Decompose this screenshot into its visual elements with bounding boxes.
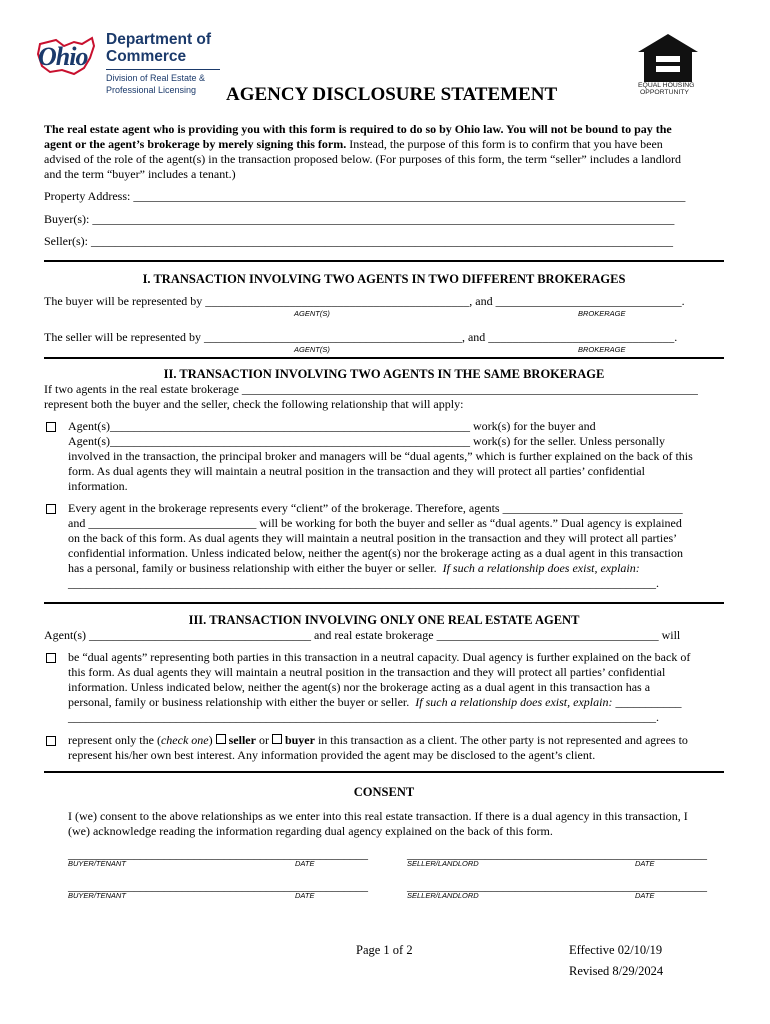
section-divider: [44, 771, 724, 773]
dept-line1: Department of: [106, 31, 212, 48]
division-line1: Division of Real Estate &: [106, 73, 206, 83]
dept-line2: Commerce: [106, 48, 187, 65]
section3-opt1-explain-line[interactable]: __________________________________________________________________________________________________.: [68, 710, 659, 724]
division-line2: Professional Licensing: [106, 85, 197, 95]
section1-buyer-line[interactable]: The buyer will be represented by ____________________________________________, and _______________________________.: [44, 294, 685, 308]
buyers-field[interactable]: Buyer(s): _________________________________________________________________________________________________: [44, 212, 675, 226]
section3-option1-checkbox[interactable]: [46, 653, 56, 663]
property-address-field[interactable]: Property Address: ____________________________________________________________________________________________: [44, 189, 686, 203]
intro-line3: advised of the role of the agent(s) in the transaction proposed below. (For purposes of this form, the term “seller” includes a landlord: [44, 152, 682, 166]
section2-line2: represent both the buyer and the seller, check the following relationship that will apply:: [44, 397, 464, 411]
effective-date: Effective 02/10/19: [569, 943, 663, 957]
section-divider: [44, 260, 724, 262]
section-divider: [44, 357, 724, 359]
ehl-line1: EQUAL HOUSING: [638, 82, 695, 89]
buyer-tenant-caption: BUYER/TENANT: [68, 891, 126, 900]
consent-heading: CONSENT: [353, 785, 415, 799]
buyer-signature-line[interactable]: __________________________________________________: [68, 847, 368, 861]
seller-landlord-caption: SELLER/LANDLORD: [407, 859, 479, 868]
section3-opt2-pre: represent only the (: [68, 733, 161, 747]
section3-line1[interactable]: Agent(s) _____________________________________ and real estate brokerage _____________________________________ will: [44, 628, 681, 642]
section3-opt1-line4: [68, 695, 681, 710]
consent-line2: (we) acknowledge reading the information regarding dual agency explained on the back of this form.: [68, 824, 553, 838]
ohio-logo: [34, 32, 100, 78]
section2-opt1-line2[interactable]: Agent(s)____________________________________________________________ work(s) for the seller. Unless personally: [68, 434, 665, 448]
section2-opt2-explain-line[interactable]: __________________________________________________________________________________________________.: [68, 576, 659, 590]
section2-opt2-line1[interactable]: Every agent in the brokerage represents every “client” of the brokerage. Therefore, agents ______________________________: [68, 501, 683, 515]
section1-brokerage-caption: BROKERAGE: [578, 345, 626, 354]
revised-date: Revised 8/29/2024: [569, 964, 664, 978]
intro-line2: [44, 137, 663, 152]
section2-option1-checkbox[interactable]: [46, 422, 56, 432]
date-caption: DATE: [295, 891, 315, 900]
equal-housing-house-icon: [636, 32, 700, 84]
section1-agent-caption: AGENT(S): [294, 309, 330, 318]
seller-option-label: seller: [228, 733, 256, 747]
consent-line1: I (we) consent to the above relationships as we enter into this real estate transaction. If there is a dual agency in this transaction, I: [68, 809, 688, 823]
date-caption: DATE: [635, 859, 655, 868]
seller-signature-line[interactable]: __________________________________________________: [407, 847, 707, 861]
ohio-wordmark: Ohio: [38, 42, 88, 71]
section1-seller-line[interactable]: The seller will be represented by ___________________________________________, and _______________________________.: [44, 330, 678, 344]
section3-opt1-line3: information. Unless indicated below, neither the agent(s) nor the brokerage acting as a dual agent in this transaction has a: [68, 680, 651, 694]
seller-checkbox[interactable]: [216, 734, 226, 744]
section3-opt2-line1: [68, 733, 688, 748]
intro-line1: The real estate agent who is providing you with this form is required to do so by Ohio law. You will not be bound to pay the: [44, 122, 672, 136]
section3-option2-checkbox[interactable]: [46, 736, 56, 746]
section2-line1[interactable]: If two agents in the real estate brokerage ____________________________________________________________________________: [44, 382, 698, 396]
equal-housing-logo: [636, 32, 700, 96]
section-divider: [44, 602, 724, 604]
section2-opt2-explain-italic: If such a relationship does exist, explain:: [442, 561, 640, 575]
section3-opt2-line2: represent his/her own best interest. Any information provided the agent may be disclosed to the agent’s client.: [68, 748, 596, 762]
intro-line2-bold: agent or the agent’s brokerage by merely signing this form.: [44, 137, 347, 151]
section2-option2-checkbox[interactable]: [46, 504, 56, 514]
section2-opt1-line3: involved in the transaction, the principal broker and managers will be “dual agents,” which is further explained on the back of this: [68, 449, 693, 463]
intro-line2-rest: Instead, the purpose of this form is to confirm that you have been: [346, 137, 663, 151]
section2-opt2-line5: [68, 561, 640, 576]
intro-line4: and the term “buyer” includes a tenant.): [44, 167, 236, 181]
section2-opt2-line3: on the back of this form. As dual agents they will maintain a neutral position in the transaction and they will protect all parties’: [68, 531, 678, 545]
seller-landlord-caption: SELLER/LANDLORD: [407, 891, 479, 900]
buyer-signature-line[interactable]: __________________________________________________: [68, 879, 368, 893]
section2-opt1-line5: information.: [68, 479, 128, 493]
section3-opt1-line1: be “dual agents” representing both parties in this transaction in a neutral capacity. Dual agency is further explained on the back of: [68, 650, 691, 664]
section1-heading: I. TRANSACTION INVOLVING TWO AGENTS IN TWO DIFFERENT BROKERAGES: [142, 272, 626, 286]
logo-divider: [106, 69, 220, 70]
section1-agent-caption: AGENT(S): [294, 345, 330, 354]
ehl-line2: OPPORTUNITY: [640, 89, 689, 96]
section3-opt1-explain-italic: If such a relationship does exist, explain:: [415, 695, 613, 709]
section3-opt1-line4-text: personal, family or business relationship with either the buyer or seller.: [68, 695, 410, 709]
section2-opt2-line4: confidential information. Unless indicated below, neither the agent(s) nor the brokerage acting as a dual agent in this transaction: [68, 546, 684, 560]
section3-opt2-mid: ): [208, 733, 213, 747]
section2-opt2-line2[interactable]: and ____________________________ will be working for both the buyer and seller as “dual agents.” Dual agency is explained: [68, 516, 682, 530]
page-number: Page 1 of 2: [356, 943, 413, 957]
section2-opt2-line5-text: has a personal, family or business relationship with either the buyer or seller.: [68, 561, 437, 575]
section1-brokerage-caption: BROKERAGE: [578, 309, 626, 318]
sellers-field[interactable]: Seller(s): _________________________________________________________________________________________________: [44, 234, 673, 248]
buyer-option-label: buyer: [284, 733, 315, 747]
section3-opt1-explain-tail[interactable]: ___________: [612, 695, 682, 709]
buyer-checkbox[interactable]: [272, 734, 282, 744]
section2-heading: II. TRANSACTION INVOLVING TWO AGENTS IN THE SAME BROKERAGE: [163, 367, 605, 381]
page-title: AGENCY DISCLOSURE STATEMENT: [226, 84, 558, 105]
section3-heading: III. TRANSACTION INVOLVING ONLY ONE REAL ESTATE AGENT: [188, 613, 580, 627]
section3-opt2-check-one: check one: [160, 733, 209, 747]
section2-opt1-line1[interactable]: Agent(s)____________________________________________________________ work(s) for the buyer and: [68, 419, 596, 433]
buyer-tenant-caption: BUYER/TENANT: [68, 859, 126, 868]
date-caption: DATE: [295, 859, 315, 868]
section3-opt2-or: or: [258, 733, 269, 747]
section3-opt1-line2: this form. As dual agents they will maintain a neutral position in the transaction and they will protect all parties’ confidential: [68, 665, 666, 679]
section3-opt2-post: in this transaction as a client. The other party is not represented and agrees to: [317, 733, 688, 747]
section2-opt1-line4: form. As dual agents they will maintain a neutral position in the transaction and they will protect all parties’ confidential: [68, 464, 645, 478]
seller-signature-line[interactable]: __________________________________________________: [407, 879, 707, 893]
date-caption: DATE: [635, 891, 655, 900]
